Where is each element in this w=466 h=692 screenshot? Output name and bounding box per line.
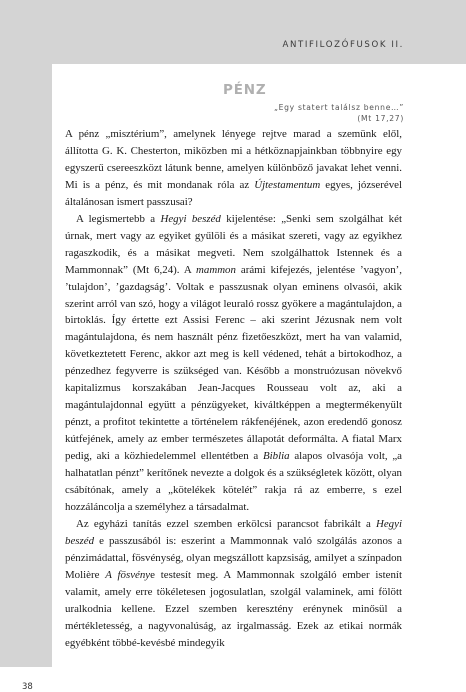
page-number: 38 bbox=[22, 682, 33, 692]
italic-text: Újtestamentum bbox=[254, 178, 321, 191]
text-run: kijelentése: „Senki sem szolgálhat két úrnak, mert vagy az egyiket gyűlöli és a másikat szereti, vagy az egyikhez ragaszkodik, és a másikat megveti. Nem szolgálhattok Istennek és a Mammonnak” (Mt 6,24). A bbox=[65, 212, 402, 276]
paragraph bbox=[65, 211, 402, 516]
text-run: arámi kifejezés, jelentése ’vagyon’, ’tulajdon’, ’gazdagság’. Voltak e passzusnak olyan eminens olvasói, akik szerint arról van szó, hogy a világot leuraló rossz gyökere a magántulajdon, a birtoklás. Így értette ezt Assisi Ferenc – aki szerint Jézusnak nem volt magántulajdona, és nem használt pénz fizetőeszközt, mert ha van valamid, következtetett Ferenc, akkor azt meg is kell védened, tehát a birtokodhoz, a pénzedhez fegyverre is szükséged van. Később a monstruózusan növekvő kapitalizmus korszakában Jean-Jacques Rousseau volt az, aki a magántulajdonnal együtt a pénzügyeket, kiváltképpen a megtermékenyült pénzt, a profitot tekintette a történelem rákfenéjének, azon eredendő gonosz kútfejének, amely az ember természetes állapotát deformálta. A fiatal Marx pedig, aki a közhiedelemmel ellentétben a bbox=[65, 263, 402, 463]
text-run: A pénz „misztérium”, amelynek lényege rejtve marad a szemünk elől, állította G. K. Chesterton, miközben mi a hétköznapjainkban többnyire egy egyszerű csereeszközt látunk benne, amelyen különböző javakat lehet venni. Mi is a pénz, és mit mondanak róla az bbox=[65, 128, 402, 191]
text-run: alapos olvasója volt, „a halhatatlan pénzt” kerítőnek nevezte a dolgok és a szükségletek között, olyan csábítónak, amely a „kötelékek kötelét” rakja rá az emberre, s ezel hozzáláncolja a személyhez a társadalmat. bbox=[65, 450, 402, 513]
epigraph-reference: (Mt 17,27) bbox=[357, 113, 404, 123]
italic-text: mammon bbox=[196, 263, 236, 276]
italic-text: Hegyi beszéd bbox=[160, 212, 221, 225]
text-run: e testesít meg. A Mammonnak szolgáló ember istenít valamit, amely erre tökéletesen jogosulatlan, szolgál valaminek, ami fölött uralkodnia kellene. Ezzel szemben keresztény erénynek minősül a mértékletesség, a nagyvonalúság, az irgalmasság. Ezek az etikai normák egyébként többé-kevésbé mindegyik bbox=[65, 568, 402, 649]
italic-text: Hegyi beszéd bbox=[65, 517, 402, 547]
body-text bbox=[65, 126, 402, 652]
italic-text: A fösvény bbox=[105, 568, 151, 581]
margin-strip bbox=[0, 64, 52, 692]
text-run: Az egyházi tanítás ezzel szemben erkölcsi parancsot fabrikált a bbox=[76, 517, 376, 530]
paragraph bbox=[65, 126, 402, 211]
paragraph bbox=[65, 516, 402, 652]
text-run: A legismertebb a bbox=[76, 212, 161, 225]
chapter-title: PÉNZ bbox=[223, 82, 267, 98]
header-bar bbox=[0, 0, 466, 64]
running-header: ANTIFILOZÓFUSOK II. bbox=[282, 40, 404, 50]
epigraph-quote: „Egy statert találsz benne…” bbox=[274, 103, 404, 112]
text-run: e passzusából is: eszerint a Mammonnak való szolgálás azonos a pénzimádattal, fösvénység, olyan megszállott kapzsiság, amilyet a színpadon Molière bbox=[65, 534, 402, 581]
italic-text: Biblia bbox=[263, 450, 290, 463]
text-run: egyes, józserével általánosan ismert passzusai? bbox=[65, 178, 402, 208]
epigraph bbox=[274, 103, 404, 124]
